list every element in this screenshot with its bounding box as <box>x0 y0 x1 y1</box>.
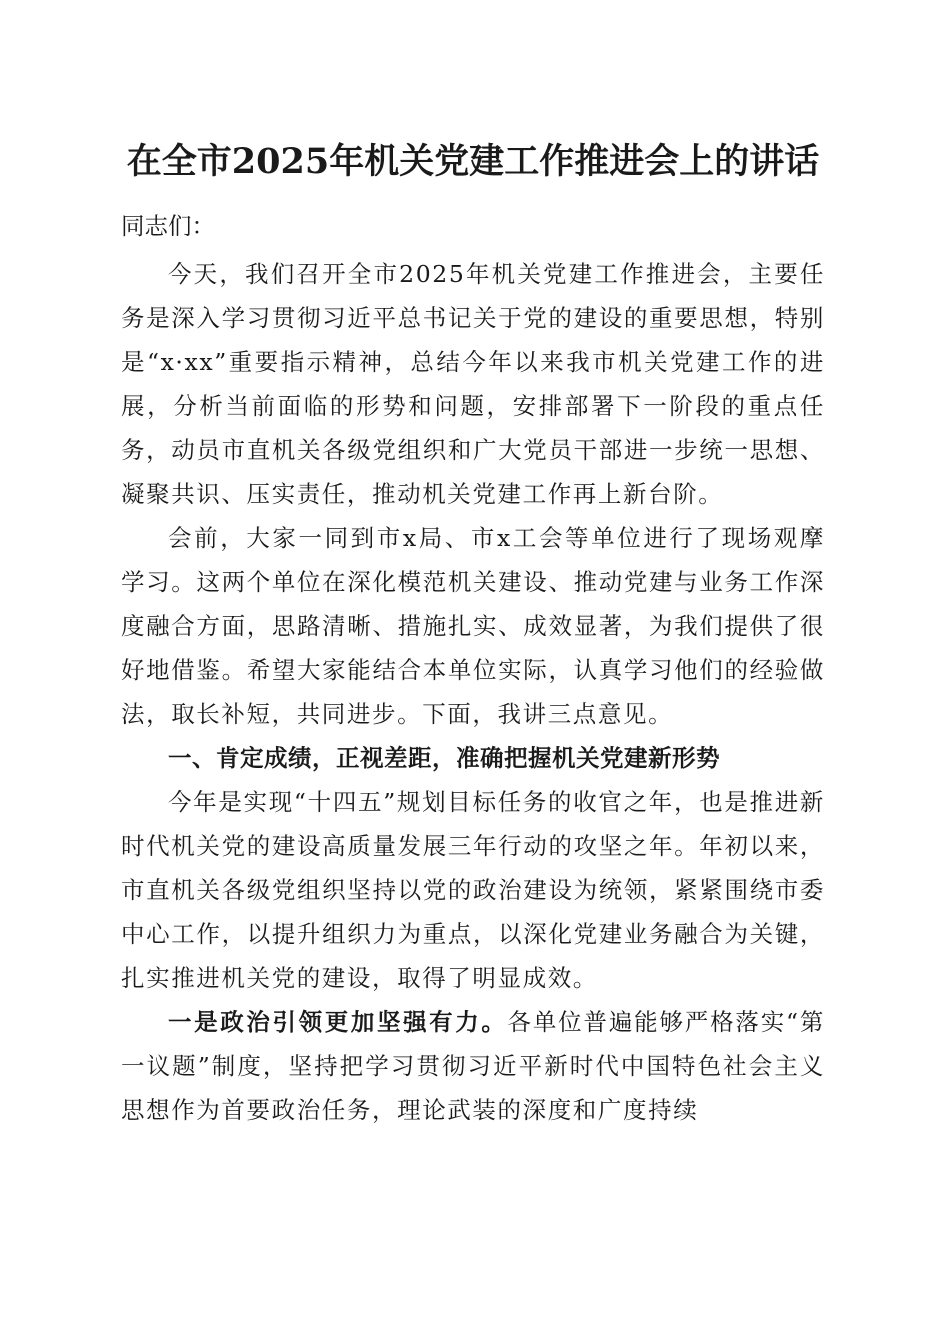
document-page <box>121 0 825 1344</box>
salutation: 同志们： <box>121 212 215 240</box>
point-one-text: 各单位普遍能够严格落实“第一议题”制度，坚持把学习贯彻习近平新时代中国特色社会主义思想作为首要政治任务，理论武装的深度和广度持续 <box>121 1008 825 1124</box>
paragraph-point-one <box>121 1000 825 1132</box>
paragraph-opening: 今天，我们召开全市2025年机关党建工作推进会，主要任务是深入学习贯彻习近平总书记关于党的建设的重要思想，特别是“x·xx”重要指示精神，总结今年以来我市机关党建工作的进展，分析当前面临的形势和问题，安排部署下一阶段的重点任务，动员市直机关各级党组织和广大党员干部进一步统一思想、凝聚共识、压实责任，推动机关党建工作再上新台阶。 <box>121 260 825 508</box>
document-title: 在全市2025年机关党建工作推进会上的讲话 <box>126 141 820 182</box>
paragraph-section-intro: 今年是实现“十四五”规划目标任务的收官之年，也是推进新时代机关党的建设高质量发展三年行动的攻坚之年。年初以来，市直机关各级党组织坚持以党的政治建设为统领，紧紧围绕市委中心工作，以提升组织力为重点，以深化党建业务融合为关键，扎实推进机关党的建设，取得了明显成效。 <box>121 788 825 992</box>
document-body <box>121 200 825 1132</box>
point-one-lead: 一是政治引领更加坚强有力。 <box>168 1008 508 1036</box>
section-heading: 一、肯定成绩，正视差距，准确把握机关党建新形势 <box>168 744 720 772</box>
paragraph-observation: 会前，大家一同到市x局、市x工会等单位进行了现场观摩学习。这两个单位在深化模范机关建设、推动党建与业务工作深度融合方面，思路清晰、措施扎实、成效显著，为我们提供了很好地借鉴。希望大家能结合本单位实际，认真学习他们的经验做法，取长补短，共同进步。下面，我讲三点意见。 <box>121 524 825 728</box>
